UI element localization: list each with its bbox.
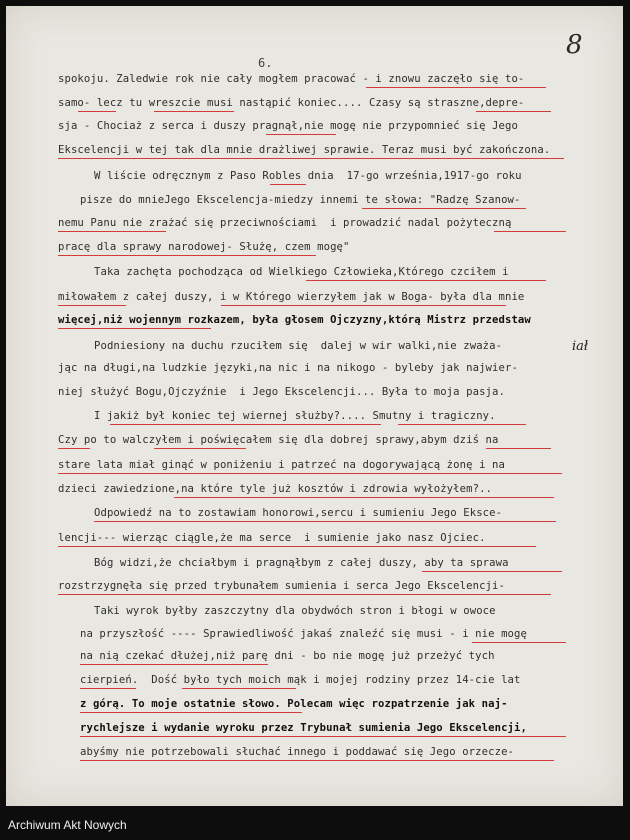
red-underline (182, 688, 296, 689)
text-line (6, 262, 623, 282)
folio-number: 8 (566, 30, 583, 60)
red-underline (486, 448, 551, 449)
text-line-content: sja - Chociaż z serca i duszy pragnął,nie mogę nie przypomnieć się Jego (58, 120, 518, 132)
text-line-content: pracę dla sprawy narodowej- Służę, czem mogę" (58, 241, 350, 253)
red-underline (110, 424, 381, 425)
red-underline (154, 448, 246, 449)
text-line (6, 358, 623, 378)
text-line (6, 166, 623, 186)
text-line-content: spokoju. Zaledwie rok nie cały mogłem pracować - i znowu zaczęło się to- (58, 73, 525, 85)
text-line-content: I jakiż był koniec tej wiernej służby?.... Smutny i tragiczny. (94, 410, 496, 422)
text-line (6, 406, 623, 426)
red-underline (58, 473, 562, 474)
text-line (6, 455, 623, 475)
text-line (6, 503, 623, 523)
red-underline (494, 231, 566, 232)
text-line (6, 742, 623, 762)
red-underline (58, 594, 551, 595)
text-line-content: dzieci zawiedzione,na które tyle już kosztów i zdrowia wyłożyłem?.. (58, 483, 493, 495)
text-line (6, 93, 623, 113)
red-underline (476, 111, 551, 112)
text-line (6, 69, 623, 89)
text-line-content: Podniesiony na duchu rzuciłem się dalej w wir walki,nie zważa- (94, 340, 503, 352)
text-line-content: samo- lecz tu wreszcie musi nastąpić koniec.... Czasy są straszne,depre- (58, 97, 525, 109)
red-underline (58, 231, 166, 232)
red-underline (366, 87, 546, 88)
text-line-content: Taka zachęta pochodząca od Wielkiego Człowieka,Którego czciłem i (94, 266, 509, 278)
page-number: 6. (258, 56, 273, 70)
text-line-content: nemu Panu nie zrażać się przeciwnościami i prowadzić nadal pożyteczną (58, 217, 512, 229)
text-line-content: niej służyć Bogu,Ojczyźnie i Jego Ekscelencji... Była to moja pasja. (58, 386, 505, 398)
text-line-content: stare lata miał ginąć w poniżeniu i patrzeć na dogorywającą żonę i na (58, 459, 505, 471)
red-underline (58, 255, 316, 256)
text-line (6, 479, 623, 499)
red-underline (398, 424, 526, 425)
text-line (6, 528, 623, 548)
text-line (6, 237, 623, 257)
text-line-content: abyśmy nie potrzebowali słuchać innego i poddawać się Jego orzecze- (80, 746, 515, 758)
text-line-content: lencji--- wierząc ciągle,że ma serce i sumienie jako nasz Ojciec. (58, 532, 486, 544)
text-line (6, 624, 623, 644)
text-line-content: W liście odręcznym z Paso Robles dnia 17-go września,1917-go roku (94, 170, 522, 182)
text-line (6, 646, 623, 666)
red-underline (58, 448, 90, 449)
text-line-content: Ekscelencji w tej tak dla mnie drażliwej sprawie. Teraz musi być zakończona. (58, 144, 551, 156)
red-underline (58, 305, 126, 306)
red-underline (80, 712, 302, 713)
red-underline (80, 760, 554, 761)
red-underline (266, 134, 336, 135)
red-underline (80, 688, 136, 689)
text-line-content: na nią czekać dłużej,niż parę dni - bo nie mogę już przeżyć tych (80, 650, 495, 662)
text-line-content: Bóg widzi,że chciałbym i pragnąłbym z całej duszy, aby ta sprawa (94, 557, 509, 569)
red-underline (174, 497, 554, 498)
text-line (6, 336, 623, 356)
red-underline (154, 111, 234, 112)
text-line (6, 601, 623, 621)
red-underline (422, 571, 562, 572)
archive-label: Archiwum Akt Nowych (8, 818, 127, 832)
text-line (6, 553, 623, 573)
text-line-content: jąc na długi,na ludzkie języki,na nic i na nikogo - byleby jak najwier- (58, 362, 518, 374)
text-line-content: cierpień. Dość było tych moich mąk i mojej rodziny przez 14-cie lat (80, 674, 521, 686)
red-underline (221, 305, 506, 306)
text-line-content: Taki wyrok byłby zaszczytny dla obydwóch stron i błogi w owoce (94, 605, 496, 617)
red-underline (94, 521, 556, 522)
red-underline (270, 184, 306, 185)
red-underline (80, 736, 566, 737)
text-line-content: Czy po to walczyłem i poświęcałem się dla dobrej sprawy,abym dziś na (58, 434, 499, 446)
text-line (6, 430, 623, 450)
typed-text-body (6, 6, 623, 806)
text-line (6, 576, 623, 596)
text-line (6, 310, 623, 330)
text-line-content: Odpowiedź na to zostawiam honorowi,sercu i sumieniu Jego Eksce- (94, 507, 503, 519)
text-line (6, 116, 623, 136)
text-line (6, 694, 623, 714)
text-line (6, 190, 623, 210)
text-line-content: na przyszłość ---- Sprawiedliwość jakaś znaleźć się musi - i nie mogę (80, 628, 527, 640)
text-line-content: pisze do mnieJego Ekscelencja-miedzy innemi te słowa: "Radzę Szanow- (80, 194, 521, 206)
red-underline (78, 111, 116, 112)
text-line-content: rozstrzygnęła się przed trybunałem sumienia i serca Jego Ekscelencji- (58, 580, 505, 592)
red-underline (306, 280, 546, 281)
text-line (6, 287, 623, 307)
text-line-content: rychlejsze i wydanie wyroku przez Trybunał sumienia Jego Ekscelencji, (80, 722, 527, 734)
text-line (6, 670, 623, 690)
red-underline (362, 208, 526, 209)
handwritten-correction: iał (572, 339, 589, 354)
text-line (6, 140, 623, 160)
red-underline (80, 664, 268, 665)
text-line (6, 213, 623, 233)
text-line (6, 382, 623, 402)
document-page (6, 6, 623, 806)
red-underline (58, 158, 564, 159)
red-underline (58, 546, 536, 547)
text-line-content: z górą. To moje ostatnie słowo. Polecam więc rozpatrzenie jak naj- (80, 698, 508, 710)
text-line-content: miłowałem z całej duszy, i w Którego wierzyłem jak w Boga- była dla mnie (58, 291, 525, 303)
red-underline (58, 328, 211, 329)
red-underline (472, 642, 566, 643)
text-line-content: więcej,niż wojennym rozkazem, była głosem Ojczyzny,którą Mistrz przedstaw (58, 314, 531, 326)
text-line (6, 718, 623, 738)
